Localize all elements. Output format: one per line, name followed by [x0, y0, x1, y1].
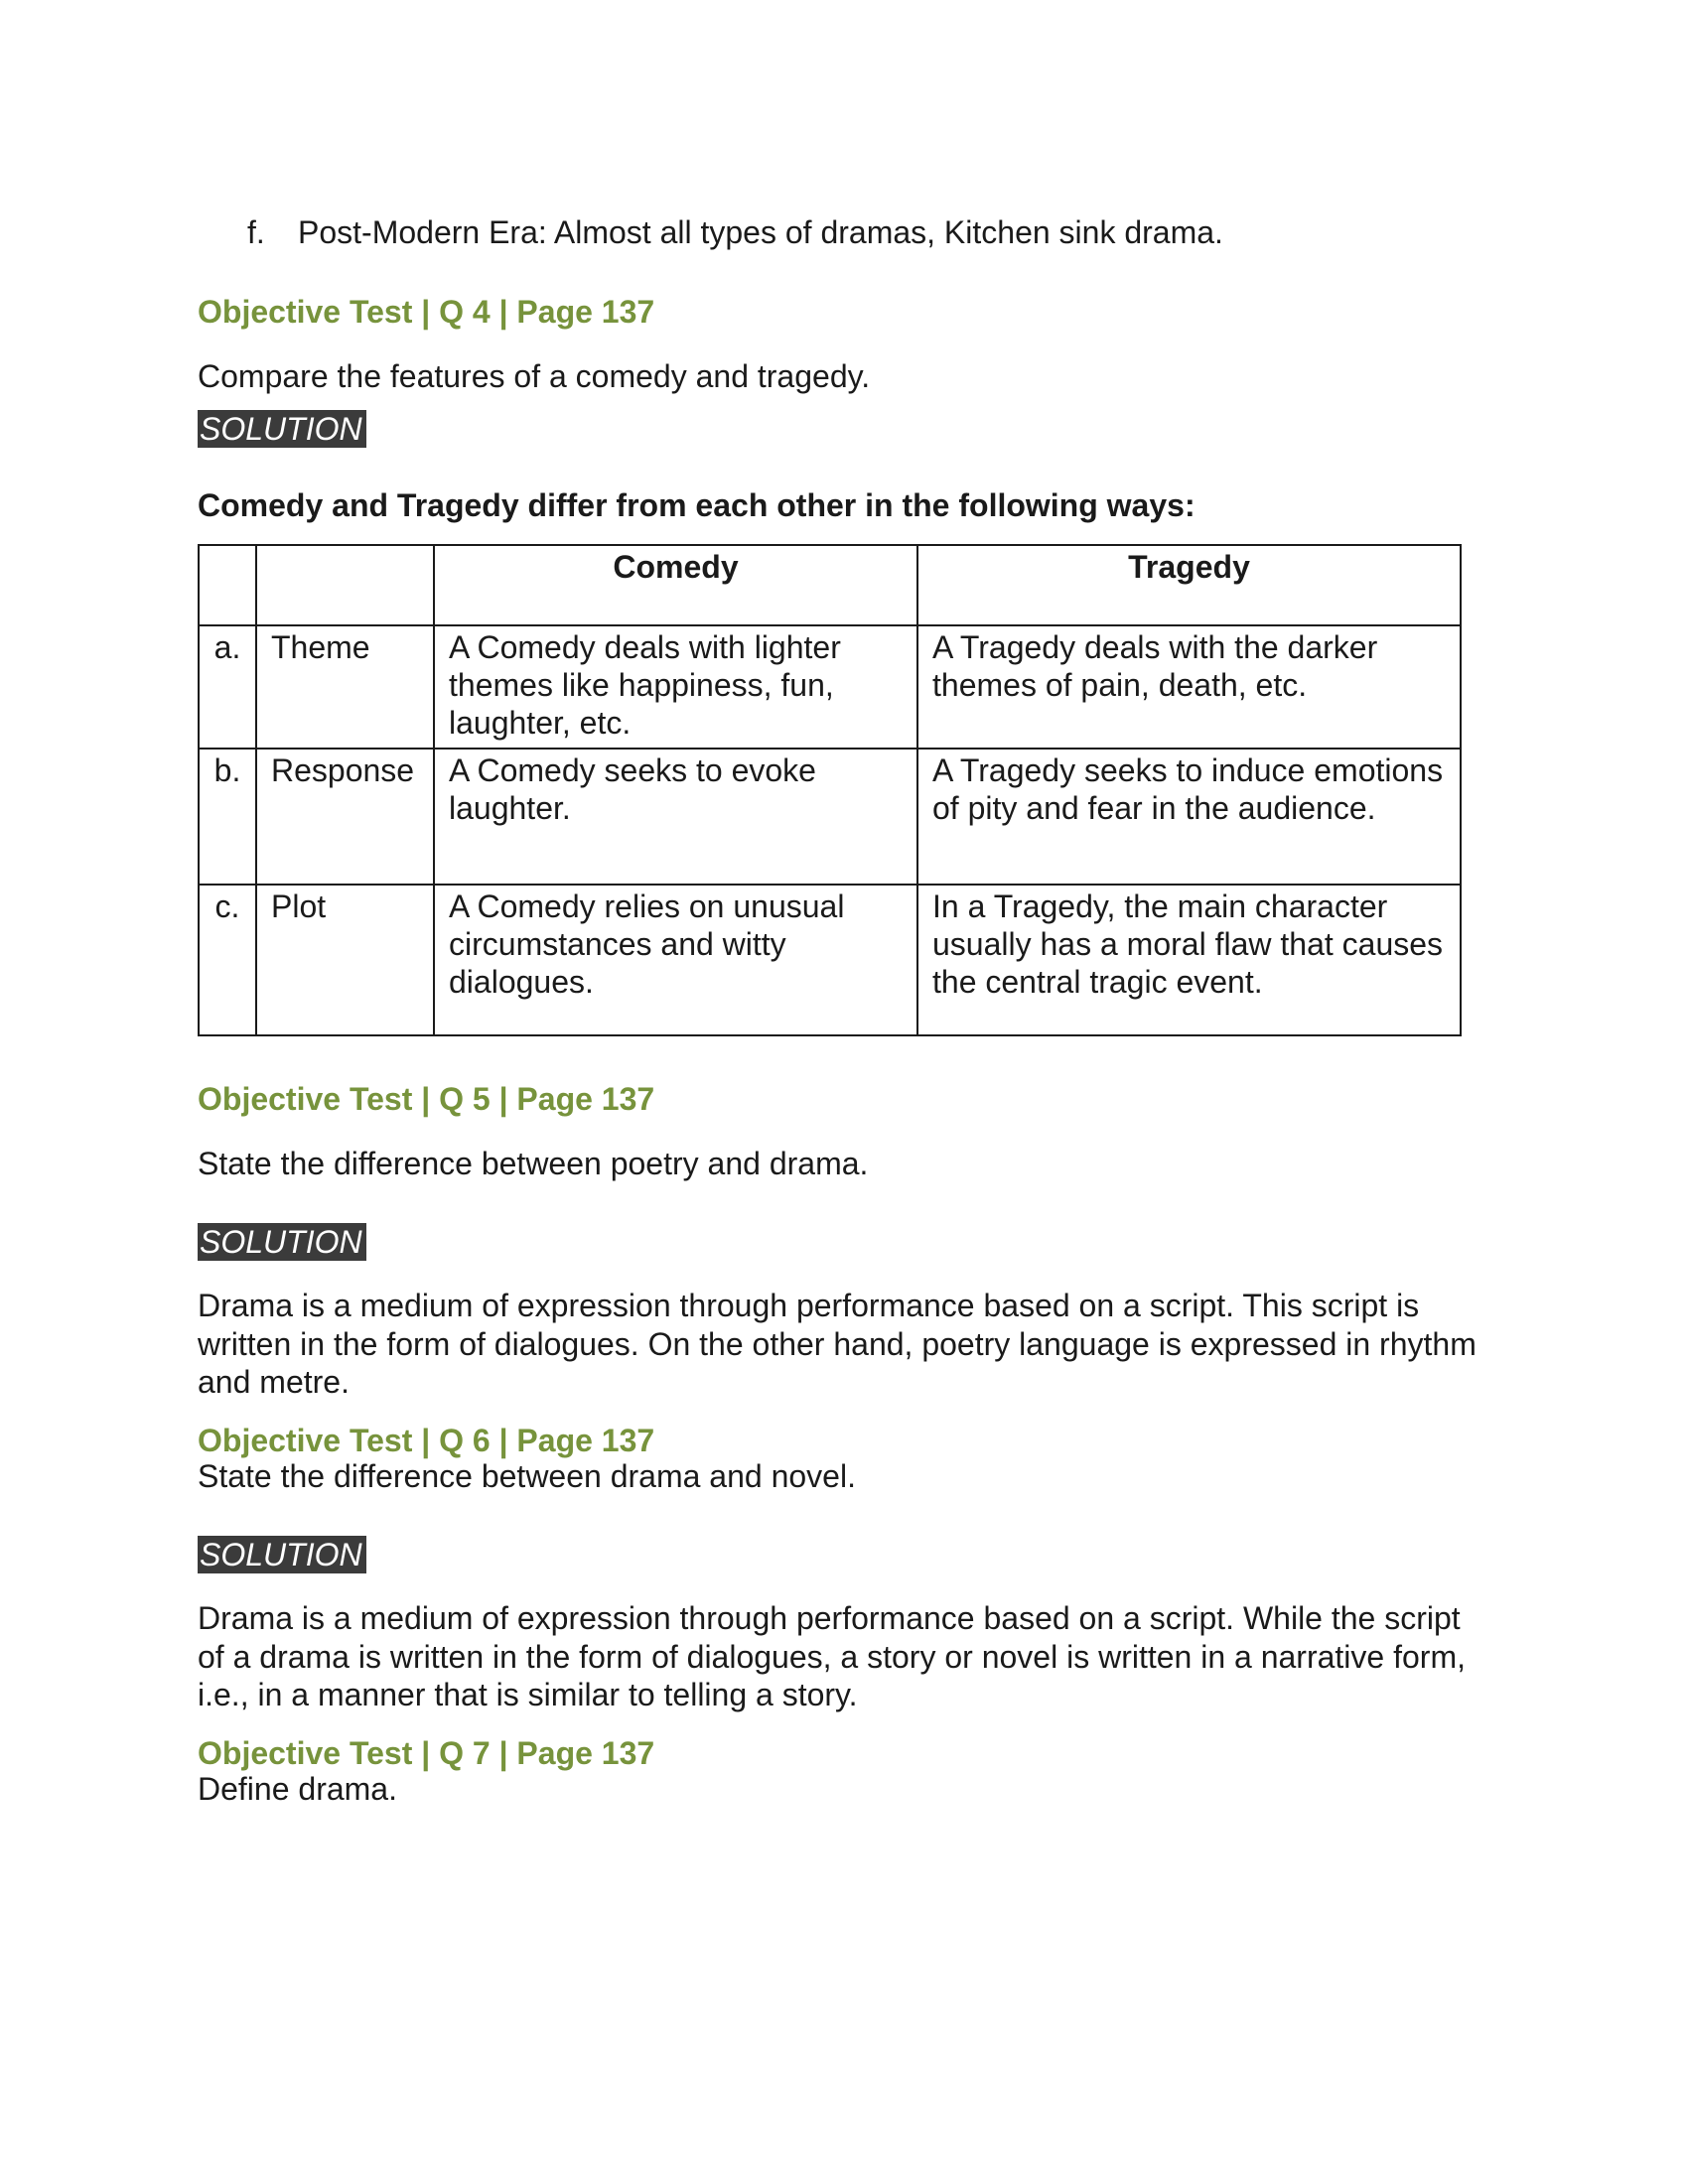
tragedy-cell: A Tragedy seeks to induce emotions of pity and fear in the audience.	[917, 749, 1461, 885]
tragedy-cell: In a Tragedy, the main character usually has a moral flaw that causes the central tragic event.	[917, 885, 1461, 1035]
table-header-tragedy: Tragedy	[917, 545, 1461, 625]
question-text-q6: State the difference between drama and novel.	[198, 1458, 856, 1494]
table-header-comedy: Comedy	[434, 545, 917, 625]
table-header-index	[199, 545, 256, 625]
table-intro: Comedy and Tragedy differ from each other in the following ways:	[198, 487, 1196, 523]
list-item-marker: f.	[247, 214, 265, 250]
solution-label-q6: SOLUTION	[198, 1536, 366, 1573]
table-row	[199, 885, 1461, 1035]
comedy-cell: A Comedy relies on unusual circumstances and witty dialogues.	[434, 885, 917, 1035]
tragedy-cell: A Tragedy deals with the darker themes of pain, death, etc.	[917, 625, 1461, 749]
table-header-row	[199, 545, 1461, 625]
row-index: c.	[199, 885, 256, 1035]
answer-text-q6: Drama is a medium of expression through performance based on a script. While the script of a drama is written in the form of dialogues, a story or novel is written in a narrative form, i.e., in a manner that is similar to telling a story.	[198, 1600, 1466, 1712]
solution-label-q4: SOLUTION	[198, 410, 366, 448]
list-item-text: Post-Modern Era: Almost all types of dramas, Kitchen sink drama.	[298, 214, 1223, 250]
question-text-q5: State the difference between poetry and drama.	[198, 1146, 869, 1181]
row-label: Theme	[256, 625, 434, 749]
solution-label-q5: SOLUTION	[198, 1223, 366, 1261]
row-label: Response	[256, 749, 434, 885]
answer-text-q5: Drama is a medium of expression through performance based on a script. This script is written in the form of dialogues. On the other hand, poetry language is expressed in rhythm and metre.	[198, 1288, 1477, 1400]
question-heading-q7: Objective Test | Q 7 | Page 137	[198, 1735, 655, 1771]
row-index: b.	[199, 749, 256, 885]
question-heading-q5: Objective Test | Q 5 | Page 137	[198, 1081, 655, 1117]
table-row	[199, 749, 1461, 885]
question-text-q4: Compare the features of a comedy and tragedy.	[198, 358, 871, 394]
comedy-cell: A Comedy deals with lighter themes like happiness, fun, laughter, etc.	[434, 625, 917, 749]
row-index: a.	[199, 625, 256, 749]
table-row	[199, 625, 1461, 749]
question-heading-q4: Objective Test | Q 4 | Page 137	[198, 294, 655, 330]
question-text-q7: Define drama.	[198, 1771, 397, 1807]
row-label: Plot	[256, 885, 434, 1035]
question-heading-q6: Objective Test | Q 6 | Page 137	[198, 1423, 655, 1458]
table-header-aspect	[256, 545, 434, 625]
comedy-cell: A Comedy seeks to evoke laughter.	[434, 749, 917, 885]
comparison-table	[198, 544, 1462, 1036]
